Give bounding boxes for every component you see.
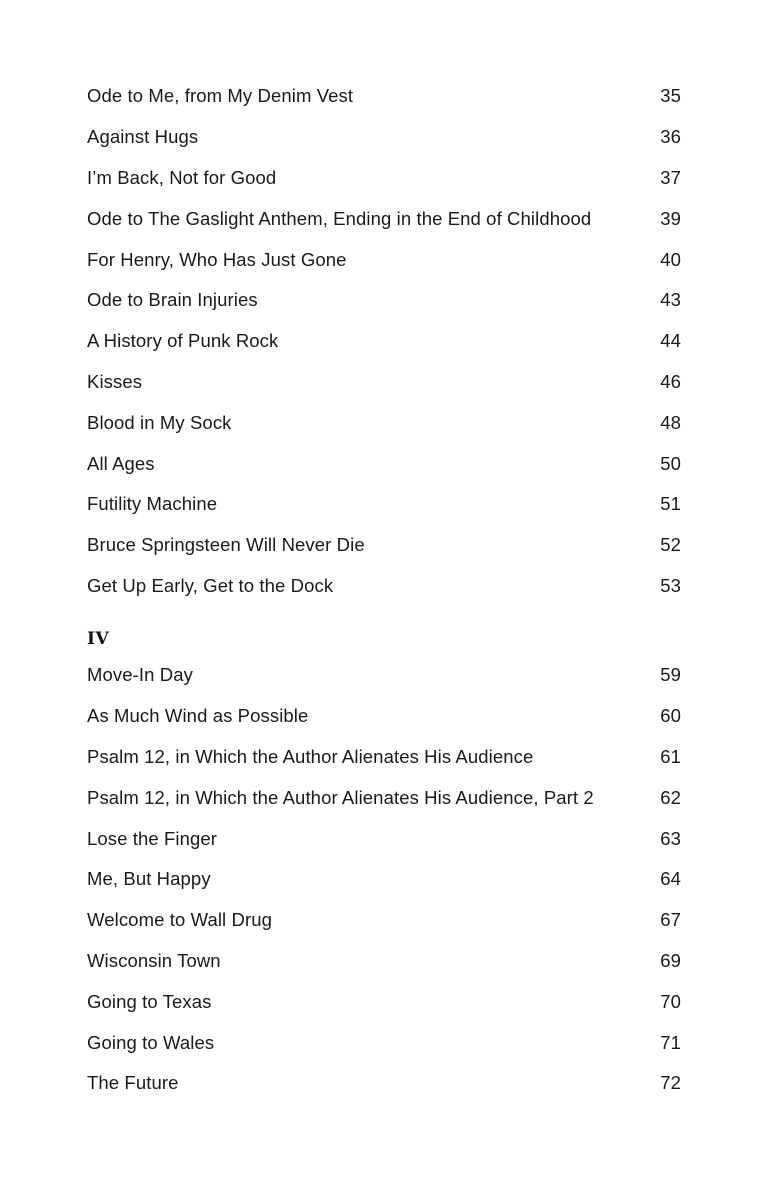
toc-entry-page-number: 62	[660, 786, 681, 808]
toc-entry-title: Wisconsin Town	[87, 949, 221, 971]
toc-entry-page-number: 52	[660, 534, 681, 556]
toc-entry-title: Bruce Springsteen Will Never Die	[87, 534, 365, 556]
toc-entry	[87, 239, 681, 280]
toc-entry-title: Ode to Brain Injuries	[87, 289, 258, 311]
toc-entry-title: Ode to The Gaslight Anthem, Ending in the End of Childhood	[87, 207, 592, 229]
toc-entry	[87, 1063, 681, 1104]
toc-entry-page-number: 67	[660, 909, 681, 931]
toc-entry-page-number: 36	[660, 126, 681, 148]
toc-entry-title: For Henry, Who Has Just Gone	[87, 248, 347, 270]
toc-entry	[87, 484, 681, 525]
toc-entry	[87, 402, 681, 443]
toc-entry-page-number: 53	[660, 574, 681, 596]
toc-entry	[87, 777, 681, 818]
toc-entry-title: All Ages	[87, 452, 155, 474]
toc-entry-page-number: 61	[660, 745, 681, 767]
toc-entry-title: Lose the Finger	[87, 827, 218, 849]
toc-entry-page-number: 50	[660, 452, 681, 474]
toc-entry	[87, 737, 681, 778]
toc-entry-page-number: 51	[660, 493, 681, 515]
toc-entry-title: Psalm 12, in Which the Author Alienates His Audience, Part 2	[87, 786, 594, 808]
toc-entry	[87, 362, 681, 403]
toc-entry-title: Move-In Day	[87, 664, 193, 686]
section-heading-iv: IV	[87, 629, 110, 649]
toc-entry-title: Me, But Happy	[87, 868, 211, 890]
toc-entry-page-number: 71	[660, 1031, 681, 1053]
toc-entry-title: The Future	[87, 1072, 179, 1094]
toc-entry-title: Get Up Early, Get to the Dock	[87, 574, 334, 596]
toc-entry-page-number: 63	[660, 827, 681, 849]
toc-entry-page-number: 72	[660, 1072, 681, 1094]
toc-entry-title: Ode to Me, from My Denim Vest	[87, 85, 354, 107]
toc-entry	[87, 198, 681, 239]
toc-entry-title: Futility Machine	[87, 493, 218, 515]
toc-entry	[87, 280, 681, 321]
toc-entry	[87, 900, 681, 941]
toc-entry-page-number: 48	[660, 411, 681, 433]
toc-entry-page-number: 44	[660, 330, 681, 352]
toc-entry	[87, 117, 681, 158]
toc-entry-page-number: 46	[660, 370, 681, 392]
toc-entry-page-number: 59	[660, 664, 681, 686]
toc-entry	[87, 76, 681, 117]
toc-entry-title: Against Hugs	[87, 126, 199, 148]
toc-entry-page-number: 70	[660, 990, 681, 1012]
toc-entry-title: Going to Texas	[87, 990, 212, 1012]
toc-entry-page-number: 43	[660, 289, 681, 311]
toc-entry	[87, 321, 681, 362]
toc-entry-title: Going to Wales	[87, 1031, 215, 1053]
toc-entry-title: Psalm 12, in Which the Author Alienates His Audience	[87, 745, 534, 767]
toc-list-section-iv	[87, 655, 681, 1104]
toc-entry-page-number: 37	[660, 166, 681, 188]
toc-entry-page-number: 39	[660, 207, 681, 229]
toc-entry	[87, 655, 681, 696]
toc-entry-title: I’m Back, Not for Good	[87, 166, 277, 188]
toc-entry	[87, 859, 681, 900]
toc-entry-page-number: 64	[660, 868, 681, 890]
toc-entry-page-number: 35	[660, 85, 681, 107]
toc-entry-page-number: 69	[660, 949, 681, 971]
toc-list-section-iii	[87, 76, 681, 606]
toc-entry	[87, 1022, 681, 1063]
toc-entry	[87, 696, 681, 737]
toc-entry-title: As Much Wind as Possible	[87, 705, 309, 727]
toc-entry-page-number: 40	[660, 248, 681, 270]
toc-entry	[87, 525, 681, 566]
toc-entry	[87, 941, 681, 982]
toc-entry	[87, 981, 681, 1022]
toc-entry-page-number: 60	[660, 705, 681, 727]
toc-entry	[87, 443, 681, 484]
toc-entry-title: A History of Punk Rock	[87, 330, 279, 352]
toc-entry-title: Welcome to Wall Drug	[87, 909, 272, 931]
toc-entry	[87, 818, 681, 859]
toc-entry	[87, 566, 681, 607]
toc-entry	[87, 158, 681, 199]
toc-entry-title: Blood in My Sock	[87, 411, 232, 433]
toc-entry-title: Kisses	[87, 370, 143, 392]
